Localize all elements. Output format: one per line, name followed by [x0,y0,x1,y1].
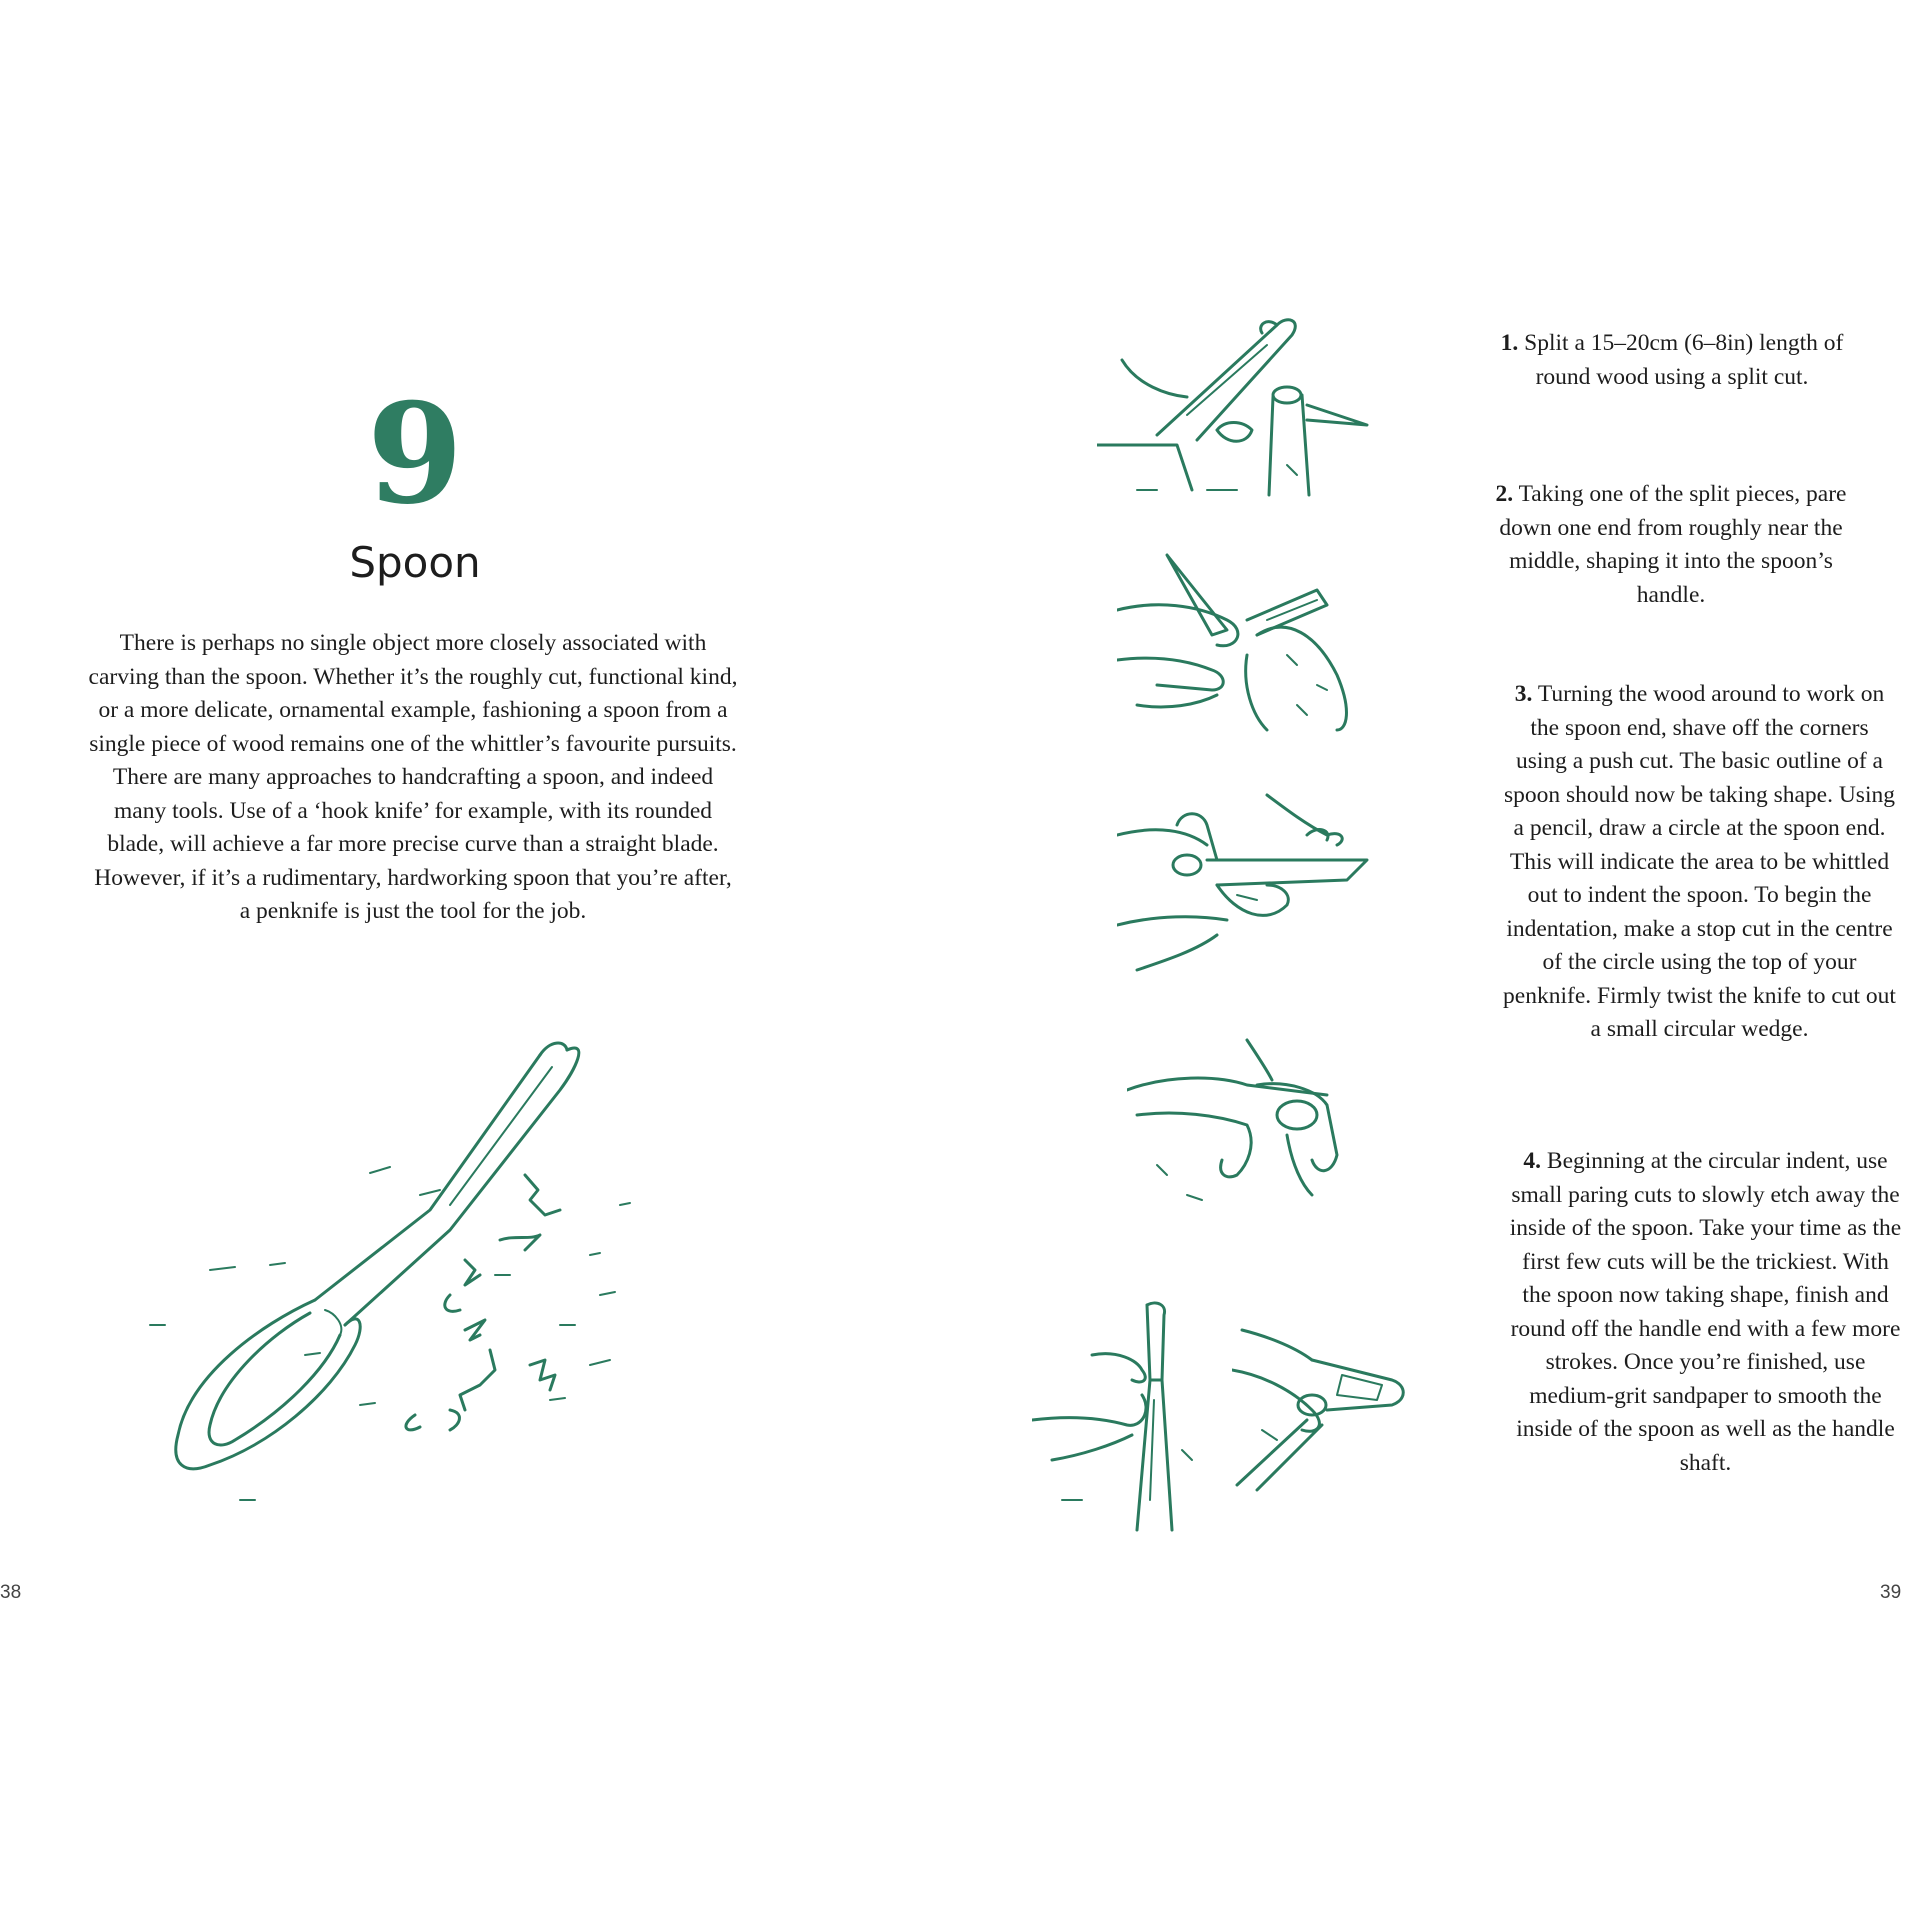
spoon-illustration [120,995,680,1535]
step-text: Turning the wood around to work on the spoon end, shave off the corners using a push cut. The basic outline of a spoon should now be taking shape. Using a pencil, draw a circle at the spoon end. This will indicate the area to be whittled out to indent the spoon. To begin the indentation, make a stop cut in the centre of the circle using the top of your penknife. Firmly twist the knife to cut out a small circular wedge. [1503,681,1896,1042]
step-number: 2. [1495,481,1514,507]
step-1 [1497,327,1847,394]
page-number-right: 39 [1880,1582,1902,1603]
intro-paragraph [88,627,738,929]
step-number: 3. [1514,681,1533,707]
step-text: Split a 15–20cm (6–8in) length of round wood using a split cut. [1524,330,1844,390]
step-2 [1490,478,1852,612]
step-number: 4. [1523,1148,1542,1174]
right-page [952,0,1905,1905]
chapter-title: Spoon [349,538,481,587]
sanding-illustration [1232,1320,1422,1500]
chapter-number: 9 [366,372,464,535]
paring-handle-illustration [1117,545,1417,735]
intro-text: There is perhaps no single object more closely associated with carving than the spoon. Whether it’s the roughly cut, functional kind, or a more delicate, ornamental example, fashioning a spoon from a single piece of wood remains one of the whittler’s favourite pursuits. There are many approaches to handcrafting a spoon, and indeed many tools. Use of a ‘hook knife’ for example, with its rounded blade, will achieve a far more precise curve than a straight blade. However, if it’s a rudimentary, hardworking spoon that you’re after, a penknife is just the tool for the job. [88,630,738,924]
step-number: 1. [1500,330,1519,356]
stop-cut-illustration [1127,1035,1387,1225]
left-page [0,0,952,1905]
step-text: Beginning at the circular indent, use small paring cuts to slowly etch away the inside of the spoon. Take your time as the first few cuts will be the trickiest. With the spoon now taking shape, finish and round off the handle end with a few more strokes. Once you’re finished, use medium-grit sandpaper to smooth the inside of the spoon as well as the handle shaft. [1509,1148,1902,1476]
split-cut-illustration [1097,305,1427,505]
step-3 [1502,678,1897,1047]
step-text: Taking one of the split pieces, pare down one end from roughly near the middle, shaping it into the spoon’s handle. [1499,481,1847,608]
step-4 [1508,1145,1903,1480]
paring-cuts-illustration [1032,1300,1212,1535]
push-cut-illustration [1117,785,1437,975]
page-number-left: 38 [0,1582,22,1603]
